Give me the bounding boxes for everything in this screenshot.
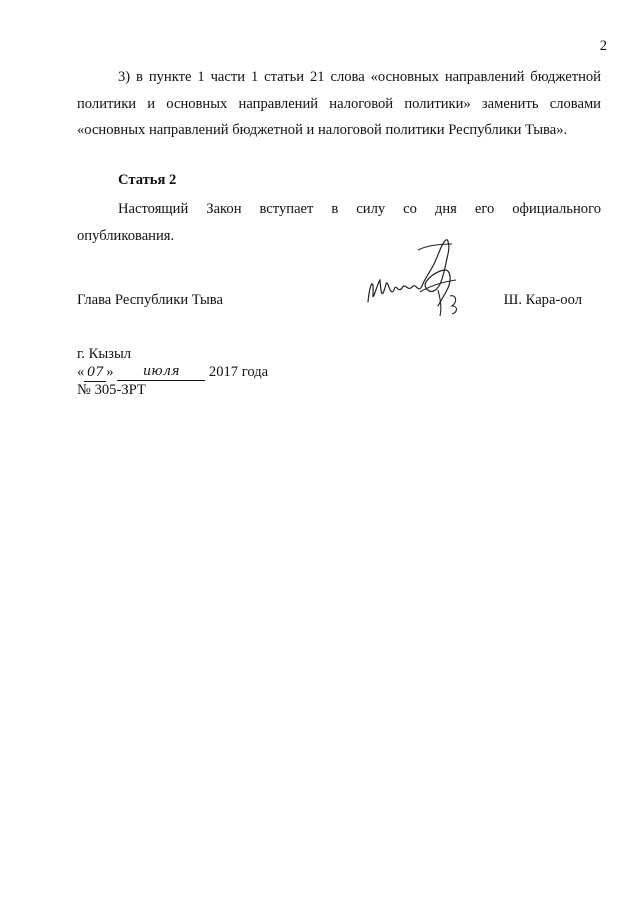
- handwritten-signature: [360, 232, 470, 322]
- paragraph-line: «основных направлений бюджетной и налоговой политики Республики Тыва».: [77, 122, 568, 138]
- paragraph-line: 3) в пункте 1 части 1 статьи 21 слова «основных направлений бюджетной: [118, 69, 601, 85]
- document-footer: [77, 346, 268, 400]
- day-handwritten: 07: [84, 364, 106, 383]
- place: г. Кызыл: [77, 346, 132, 362]
- law-number: № 305-ЗРТ: [77, 382, 146, 398]
- paragraph-line: политики и основных направлений налоговой политики» заменить словами: [77, 95, 601, 112]
- open-quote: «: [77, 363, 85, 380]
- article-heading: Статья 2: [118, 172, 177, 188]
- page-number: 2: [599, 38, 607, 54]
- paragraph-line: Настоящий Закон вступает в силу со дня его официального: [118, 201, 601, 217]
- paragraph-article2: [77, 196, 601, 249]
- close-quote: »: [106, 363, 114, 380]
- paragraph-amendment: [77, 64, 601, 144]
- signing-date: [77, 364, 268, 383]
- paragraph-line: опубликования.: [77, 227, 175, 244]
- year: 2017 года: [208, 363, 269, 380]
- signatory-name: Ш. Кара-оол: [503, 292, 582, 308]
- month-handwritten: июля: [117, 363, 205, 382]
- signatory-position: Глава Республики Тыва: [77, 292, 223, 308]
